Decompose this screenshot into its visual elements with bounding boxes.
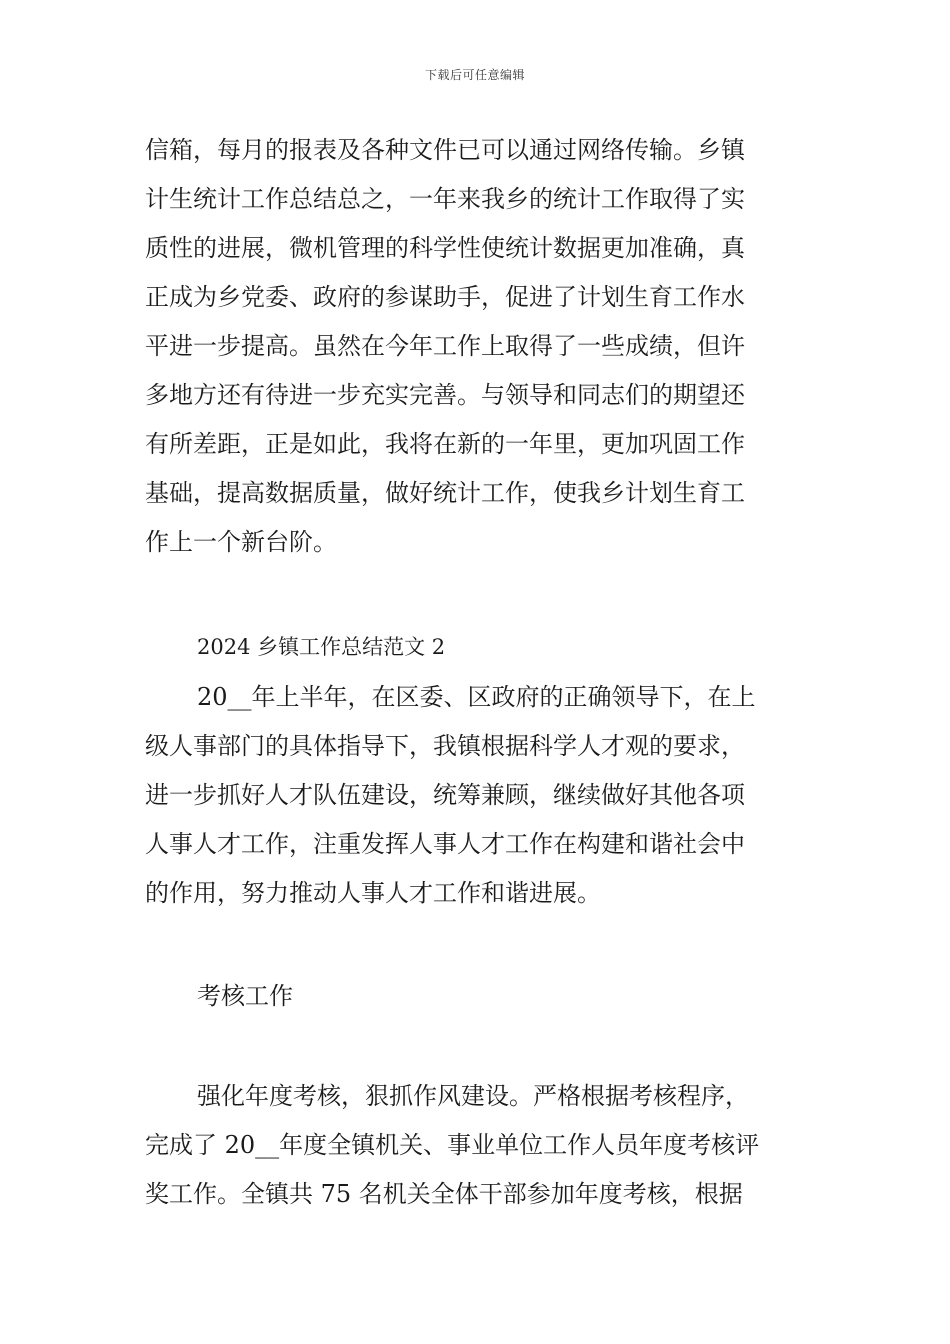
text-line: 进一步抓好人才队伍建设，统筹兼顾，继续做好其他各项 bbox=[145, 781, 745, 809]
paragraph-1 bbox=[145, 126, 810, 567]
section-2-title-block bbox=[145, 623, 810, 672]
text-line: 强化年度考核，狠抓作风建设。严格根据考核程序， bbox=[197, 1082, 749, 1110]
section-title: 考核工作 bbox=[197, 982, 293, 1010]
text-line: 人事人才工作，注重发挥人事人才工作在构建和谐社会中 bbox=[145, 830, 745, 858]
text-line: 的作用，努力推动人事人才工作和谐进展。 bbox=[145, 879, 601, 907]
text-line: 作上一个新台阶。 bbox=[145, 528, 337, 556]
paragraph-3 bbox=[145, 1072, 810, 1219]
text-line: 信箱，每月的报表及各种文件已可以通过网络传输。乡镇 bbox=[145, 136, 745, 164]
text-line: 有所差距，正是如此，我将在新的一年里，更加巩固工作 bbox=[145, 430, 745, 458]
text-line: 正成为乡党委、政府的参谋助手，促进了计划生育工作水 bbox=[145, 283, 745, 311]
text-line: 完成了 20__年度全镇机关、事业单位工作人员年度考核评 bbox=[145, 1131, 760, 1159]
text-line: 计生统计工作总结总之，一年来我乡的统计工作取得了实 bbox=[145, 185, 745, 213]
paragraph-2 bbox=[145, 673, 810, 918]
text-line: 平进一步提高。虽然在今年工作上取得了一些成绩，但许 bbox=[145, 332, 745, 360]
text-line: 奖工作。全镇共 75 名机关全体干部参加年度考核，根据 bbox=[145, 1180, 743, 1208]
header-note: 下载后可任意编辑 bbox=[424, 68, 525, 82]
text-line: 质性的进展，微机管理的科学性使统计数据更加准确，真 bbox=[145, 234, 745, 262]
section-title: 2024 乡镇工作总结范文 2 bbox=[197, 635, 446, 659]
text-line: 多地方还有待进一步充实完善。与领导和同志们的期望还 bbox=[145, 381, 745, 409]
section-3-title-block bbox=[145, 972, 810, 1021]
text-line: 级人事部门的具体指导下，我镇根据科学人才观的要求， bbox=[145, 732, 745, 760]
text-line: 20__年上半年，在区委、区政府的正确领导下，在上 bbox=[197, 683, 756, 711]
text-line: 基础，提高数据质量，做好统计工作，使我乡计划生育工 bbox=[145, 479, 745, 507]
